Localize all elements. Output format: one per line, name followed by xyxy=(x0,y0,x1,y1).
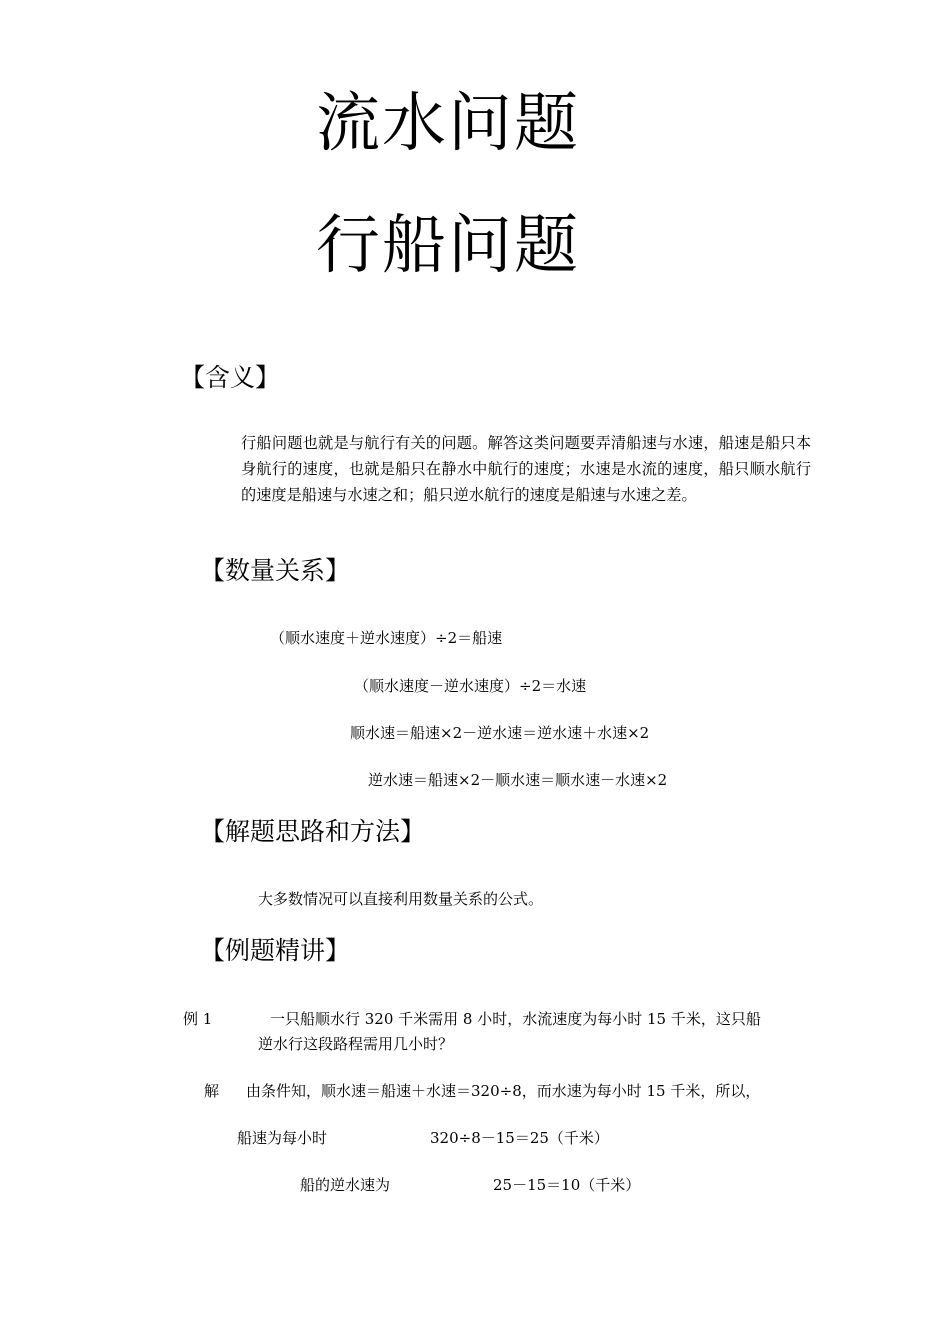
title-line-2: 行船问题 xyxy=(316,209,580,283)
formula-1: （顺水速度＋逆水速度）÷2＝船速 xyxy=(270,629,503,647)
example-1-label: 例 1 xyxy=(183,1010,213,1028)
formula-2: （顺水速度－逆水速度）÷2＝水速 xyxy=(354,677,587,695)
step-1-label: 船速为每小时 xyxy=(237,1129,328,1147)
example-1-question-line-1: 一只船顺水行 320 千米需用 8 小时，水流速度为每小时 15 千米，这只船 xyxy=(270,1010,761,1028)
step-2-label: 船的逆水速为 xyxy=(300,1176,391,1194)
method-text: 大多数情况可以直接利用数量关系的公式。 xyxy=(258,890,544,908)
title-line-1: 流水问题 xyxy=(316,87,580,161)
section-heading-relations: 【数量关系】 xyxy=(200,556,351,585)
step-2-expression: 25－15＝10（千米） xyxy=(493,1176,641,1194)
solution-line-1: 由条件知，顺水速＝船速＋水速＝320÷8，而水速为每小时 15 千米，所以， xyxy=(246,1082,761,1100)
formula-3: 顺水速＝船速×2－逆水速＝逆水速＋水速×2 xyxy=(350,724,650,742)
section-heading-examples: 【例题精讲】 xyxy=(200,936,351,965)
example-1-question-line-2: 逆水行这段路程需用几小时？ xyxy=(258,1035,454,1053)
meaning-paragraph: 行船问题也就是与航行有关的问题。解答这类问题要弄清船速与水速，船速是船只本身航行的速度，也就是船只在静水中航行的速度；水速是水流的速度，船只顺水航行的速度是船速与水速之和；船只逆水航行的速度是船速与水速之差。 xyxy=(241,434,811,504)
step-1-expression: 320÷8－15＝25（千米） xyxy=(430,1129,609,1147)
formula-4: 逆水速＝船速×2－顺水速＝顺水速－水速×2 xyxy=(368,771,668,789)
section-heading-method: 【解题思路和方法】 xyxy=(200,817,426,846)
section-heading-meaning: 【含义】 xyxy=(180,363,281,392)
solution-label: 解 xyxy=(204,1082,220,1100)
